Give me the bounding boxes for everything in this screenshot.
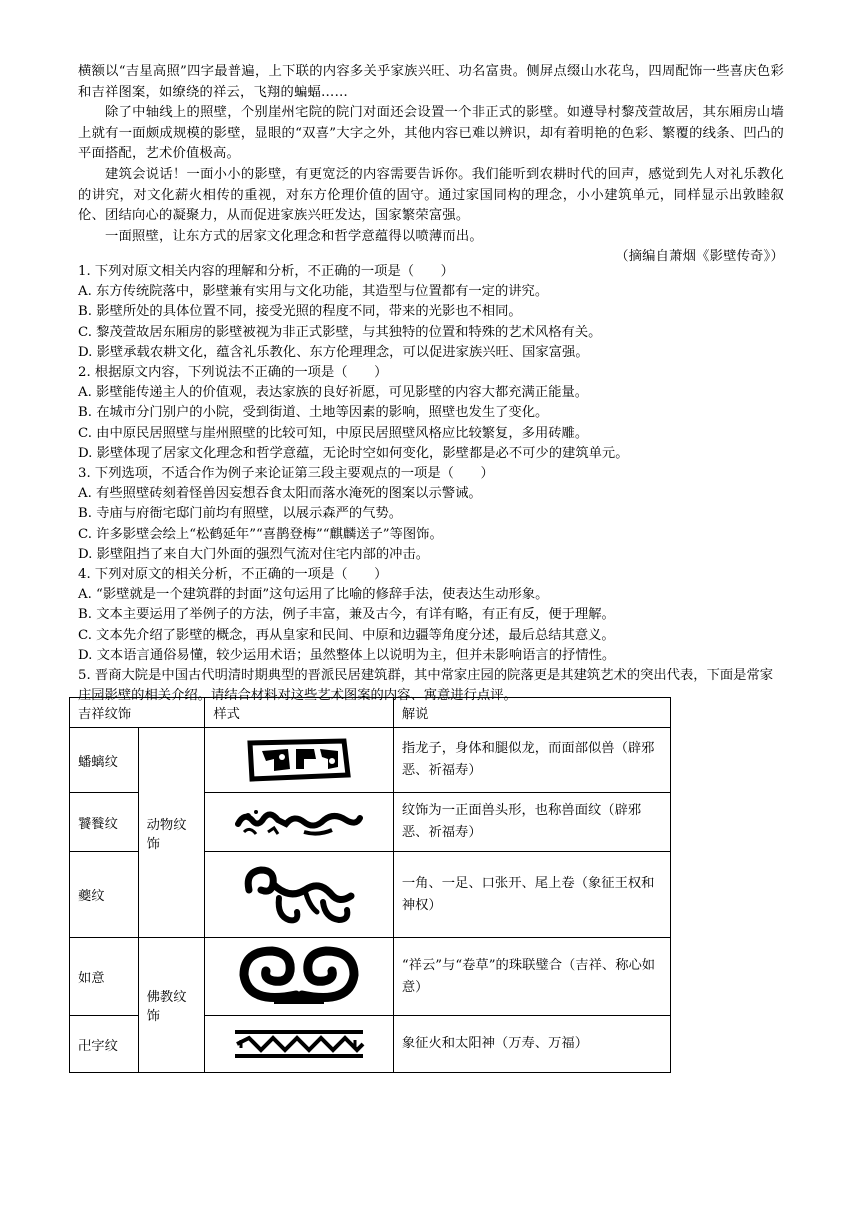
motif-description: 象征火和太阳神（万寿、万福）: [393, 1016, 670, 1073]
question-3-option-a: A. 有些照壁砖刻着怪兽因妄想吞食太阳而落水淹死的图案以示警诫。: [78, 486, 482, 502]
table-row: [70, 938, 671, 1016]
passage-paragraph: 一面照壁，让东方式的居家文化理念和哲学意蕴得以喷薄而出。: [105, 228, 483, 244]
motif-name: 如意: [70, 938, 139, 1016]
motif-group: 佛教纹饰: [138, 938, 205, 1073]
ruyi-pattern-icon: [234, 945, 364, 1009]
question-4-option-d: D. 文本语言通俗易懂，较少运用术语；虽然整体上以说明为主，但并未影响语言的抒情性。: [78, 647, 616, 663]
question-4-option-a: A. “影壁就是一个建筑群的封面”这句运用了比喻的修辞手法，使表达生动形象。: [78, 587, 549, 603]
motif-image-cell: [205, 852, 394, 938]
motif-description: 一角、一足、口张开、尾上卷（象征王权和神权）: [393, 852, 670, 938]
motif-name: 夔纹: [70, 852, 139, 938]
question-2-option-d: D. 影壁体现了居家文化理念和哲学意蕴，无论时空如何变化，影壁都是必不可少的建筑单元。: [78, 445, 629, 461]
question-1-stem: 1. 下列对原文相关内容的理解和分析，不正确的一项是（ ）: [78, 264, 454, 279]
question-4-option-b: B. 文本主要运用了举例子的方法，例子丰富，兼及古今，有详有略，有正有反，便于理解。: [78, 607, 615, 623]
motif-image-cell: [205, 938, 394, 1016]
motif-description: “祥云”与“卷草”的珠联璧合（吉祥、称心如意）: [393, 938, 670, 1016]
motif-group: 动物纹饰: [138, 728, 205, 938]
question-2-option-b: B. 在城市分门别户的小院，受到街道、土地等因素的影响，照壁也发生了变化。: [78, 405, 549, 421]
question-5-stem: 5. 晋商大院是中国古代明清时期典型的晋派民居建筑群，其中常家庄园的院落更是其建筑艺术的突出代表，下面是常家庄园影壁的相关介绍。请结合材料对这些艺术图案的内容、寓意进行点评。: [78, 668, 774, 704]
question-1-option-d: D. 影壁承载农耕文化，蕴含礼乐教化、东方伦理理念，可以促进家族兴旺、国家富强。: [78, 344, 589, 360]
motif-name: 卍字纹: [70, 1016, 139, 1073]
question-2-stem: 2. 根据原文内容，下列说法不正确的一项是（ ）: [78, 365, 388, 381]
question-2-option-a: A. 影壁能传递主人的价值观，表达家族的良好祈愿，可见影壁的内容大都充满正能量。: [78, 385, 589, 401]
question-1-option-a: A. 东方传统院落中，影壁兼有实用与文化功能，其造型与位置都有一定的讲究。: [78, 284, 549, 300]
motif-name: 饕餮纹: [70, 793, 139, 852]
motif-table: [69, 697, 671, 1073]
passage-paragraph: 横额以“吉星高照”四字最普遍，上下联的内容多关乎家族兴旺、功名富贵。侧屏点缀山水花鸟，四周配饰一些喜庆色彩和吉祥图案，如缭绕的祥云，飞翔的蝙蝠……: [78, 64, 784, 100]
kui-pattern-icon: [239, 860, 359, 930]
panchi-pattern-icon: [244, 735, 354, 785]
passage-source: （摘编自萧烟《影壁传奇》）: [615, 249, 784, 265]
table-header-cell: 吉祥纹饰: [70, 698, 205, 728]
table-header-row: [70, 698, 671, 728]
question-1-option-c: C. 黎茂萱故居东厢房的影壁被视为非正式影壁，与其独特的位置和特殊的艺术风格有关。: [78, 324, 602, 340]
motif-name: 蟠螭纹: [70, 728, 139, 793]
question-3-stem: 3. 下列选项，不适合作为例子来论证第三段主要观点的一项是（ ）: [78, 466, 494, 482]
table-header-cell: 解说: [393, 698, 670, 728]
wanzi-pattern-icon: [231, 1026, 367, 1062]
passage-paragraph: 除了中轴线上的照壁，个别崖州宅院的院门对面还会设置一个非正式的影壁。如遵导村黎茂萱故居，其东厢房山墙上就有一面颇成规模的影壁，显眼的“双喜”大字之外，其他内容已难以辨识，却有着明艳的色彩、繁覆的线条、凹凸的平面搭配，艺术价值极高。: [78, 105, 784, 162]
question-list: [78, 262, 784, 706]
question-3-option-c: C. 许多影壁会绘上“松鹤延年”“喜鹊登梅”“麒麟送子”等图饰。: [78, 526, 443, 542]
question-3-option-b: B. 寺庙与府衙宅邸门前均有照壁，以展示森严的气势。: [78, 506, 403, 522]
question-3-option-d: D. 影壁阻挡了来自大门外面的强烈气流对住宅内部的冲击。: [78, 546, 430, 562]
motif-description: 纹饰为一正面兽头形，也称兽面纹（辟邪恶、祈福寿）: [393, 793, 670, 852]
motif-image-cell: [205, 1016, 394, 1073]
table-header-cell: 样式: [205, 698, 394, 728]
taotie-pattern-icon: [234, 802, 364, 842]
reading-passage: [78, 62, 784, 268]
motif-image-cell: [205, 793, 394, 852]
passage-paragraph: 建筑会说话！一面小小的影壁，有更宽泛的内容需要告诉你。我们能听到农耕时代的回声，感觉到先人对礼乐教化的讲究，对文化薪火相传的重视，对东方伦理价值的固守。通过家国同构的理念，小小建筑单元，同样显示出敦睦叙伦、团结向心的凝聚力，从而促进家族兴旺发达，国家繁荣富强。: [78, 166, 784, 224]
question-2-option-c: C. 由中原民居照壁与崖州照壁的比较可知，中原民居照壁风格应比较繁复，多用砖雕。: [78, 425, 589, 441]
table-row: [70, 728, 671, 793]
question-1-option-b: B. 影壁所处的具体位置不同，接受光照的程度不同，带来的光影也不相同。: [78, 304, 522, 320]
motif-description: 指龙子，身体和腿似龙，而面部似兽（辟邪恶、祈福寿）: [393, 728, 670, 793]
question-4-option-c: C. 文本先介绍了影壁的概念，再从皇家和民间、中原和边疆等角度分述，最后总结其意义。: [78, 627, 615, 643]
question-4-stem: 4. 下列对原文的相关分析，不正确的一项是（ ）: [78, 567, 388, 583]
motif-image-cell: [205, 728, 394, 793]
